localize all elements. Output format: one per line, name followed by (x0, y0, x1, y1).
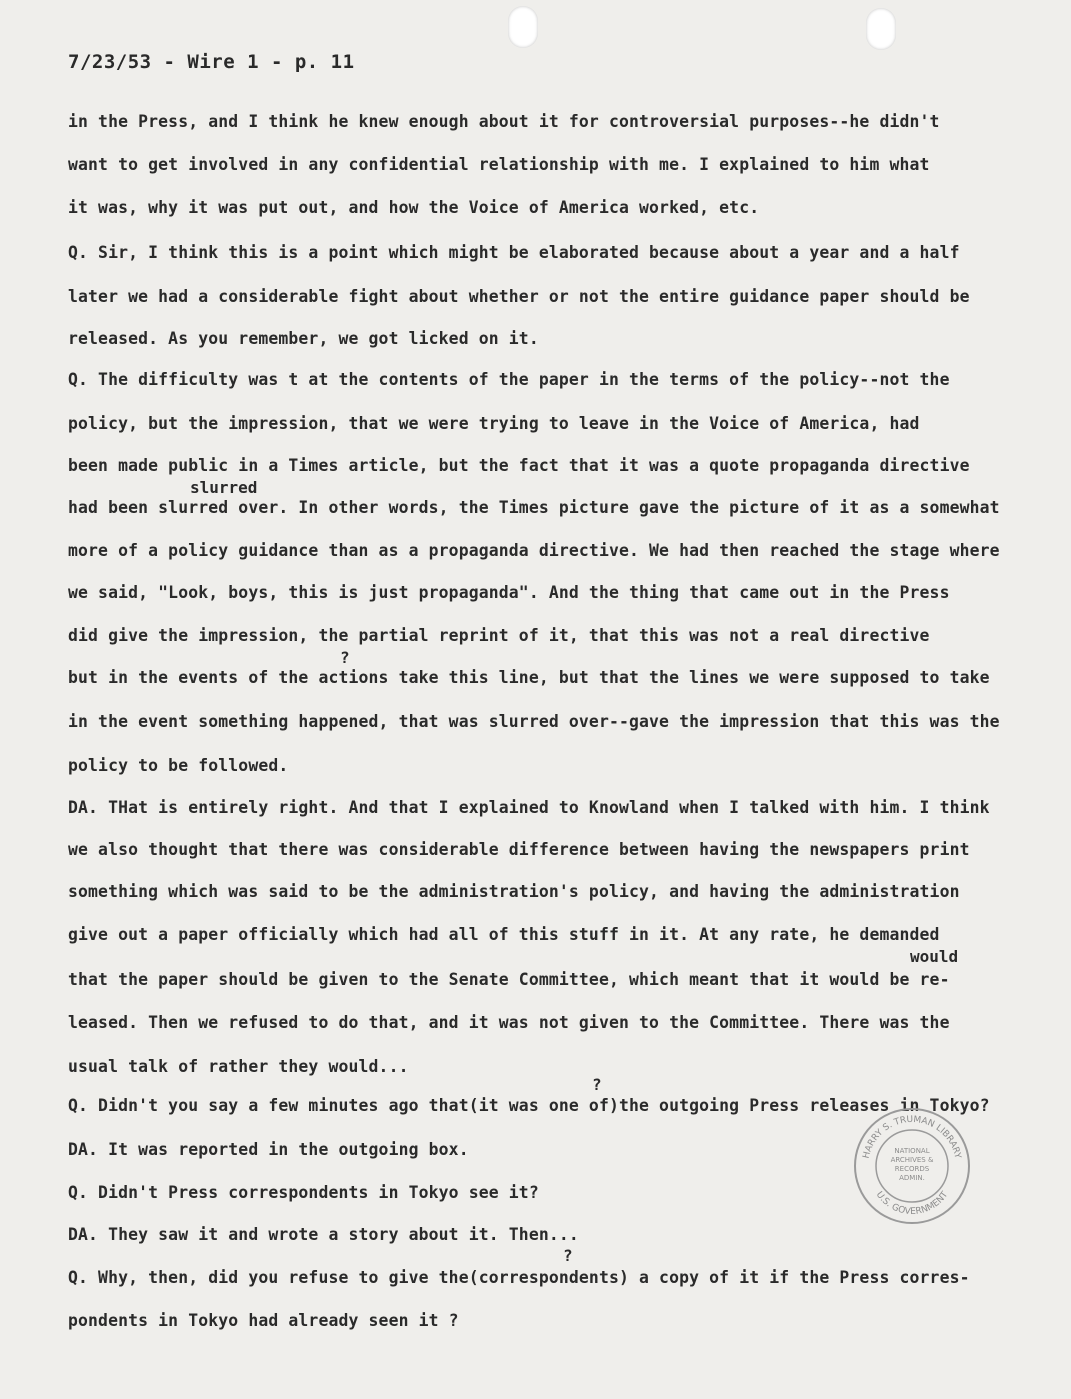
stamp-center-text: ARCHIVES & (890, 1156, 934, 1164)
text-line: Q. Sir, I think this is a point which might be elaborated because about a year and a half (68, 243, 960, 262)
interlinear-correction: slurred (190, 478, 258, 497)
text-line: we said, "Look, boys, this is just propaganda". And the thing that came out in the Press (68, 583, 950, 602)
page-header: 7/23/53 - Wire 1 - p. 11 (68, 51, 355, 73)
stamp-ring-bottom: U.S. GOVERNMENT (873, 1189, 951, 1218)
text-line: usual talk of rather they would... (68, 1057, 409, 1076)
text-line: Q. Why, then, did you refuse to give the(correspondents) a copy of it if the Press corres- (68, 1268, 970, 1287)
text-line: policy, but the impression, that we were trying to leave in the Voice of America, had (68, 414, 920, 433)
query-mark: ? (592, 1075, 602, 1094)
text-line: released. As you remember, we got licked on it. (68, 329, 539, 348)
archive-stamp (852, 1106, 972, 1226)
text-line: policy to be followed. (68, 756, 289, 775)
text-line: something which was said to be the administration's policy, and having the administration (68, 882, 960, 901)
text-line: it was, why it was put out, and how the Voice of America worked, etc. (68, 198, 760, 217)
text-line: in the Press, and I think he knew enough about it for controversial purposes--he didn't (68, 112, 940, 131)
punch-hole (508, 6, 538, 48)
text-line: pondents in Tokyo had already seen it ? (68, 1311, 459, 1330)
stamp-center-text: RECORDS (894, 1165, 930, 1173)
text-line: DA. It was reported in the outgoing box. (68, 1140, 469, 1159)
svg-text:U.S. GOVERNMENT (874, 1190, 951, 1218)
text-line: we also thought that there was considerable difference between having the newspapers print (68, 840, 970, 859)
punch-hole (866, 8, 896, 50)
text-line: more of a policy guidance than as a propaganda directive. We had then reached the stage where (68, 541, 1000, 560)
text-line: later we had a considerable fight about whether or not the entire guidance paper should be (68, 287, 970, 306)
text-line: Q. Didn't you say a few minutes ago that(it was one of)the outgoing Press releases in Tokyo? (68, 1096, 990, 1115)
query-mark: ? (563, 1246, 573, 1265)
stamp-center-text: NATIONAL (894, 1147, 930, 1155)
text-line: want to get involved in any confidential relationship with me. I explained to him what (68, 155, 930, 174)
text-line: that the paper should be given to the Senate Committee, which meant that it would be re- (68, 970, 950, 989)
stamp-ring-top: HARRY S. TRUMAN LIBRARY (861, 1114, 963, 1160)
text-line: Q. The difficulty was t at the contents of the paper in the terms of the policy--not the (68, 370, 950, 389)
query-mark: ? (340, 648, 350, 667)
text-line: DA. They saw it and wrote a story about it. Then... (68, 1225, 579, 1244)
stamp-center-text: ADMIN. (899, 1174, 925, 1182)
text-line: been made public in a Times article, but the fact that it was a quote propaganda directive (68, 456, 970, 475)
text-line: did give the impression, the partial reprint of it, that this was not a real directive (68, 626, 930, 645)
text-line: Q. Didn't Press correspondents in Tokyo see it? (68, 1183, 539, 1202)
text-line: in the event something happened, that was slurred over--gave the impression that this was the (68, 712, 1000, 731)
interlinear-correction: would (910, 947, 959, 966)
text-line: but in the events of the actions take this line, but that the lines we were supposed to take (68, 668, 990, 687)
text-line: leased. Then we refused to do that, and it was not given to the Committee. There was the (68, 1013, 950, 1032)
text-line: DA. THat is entirely right. And that I explained to Knowland when I talked with him. I think (68, 798, 990, 817)
text-line: give out a paper officially which had all of this stuff in it. At any rate, he demanded (68, 925, 940, 944)
text-line: had been slurred over. In other words, the Times picture gave the picture of it as a somewhat (68, 498, 1000, 517)
